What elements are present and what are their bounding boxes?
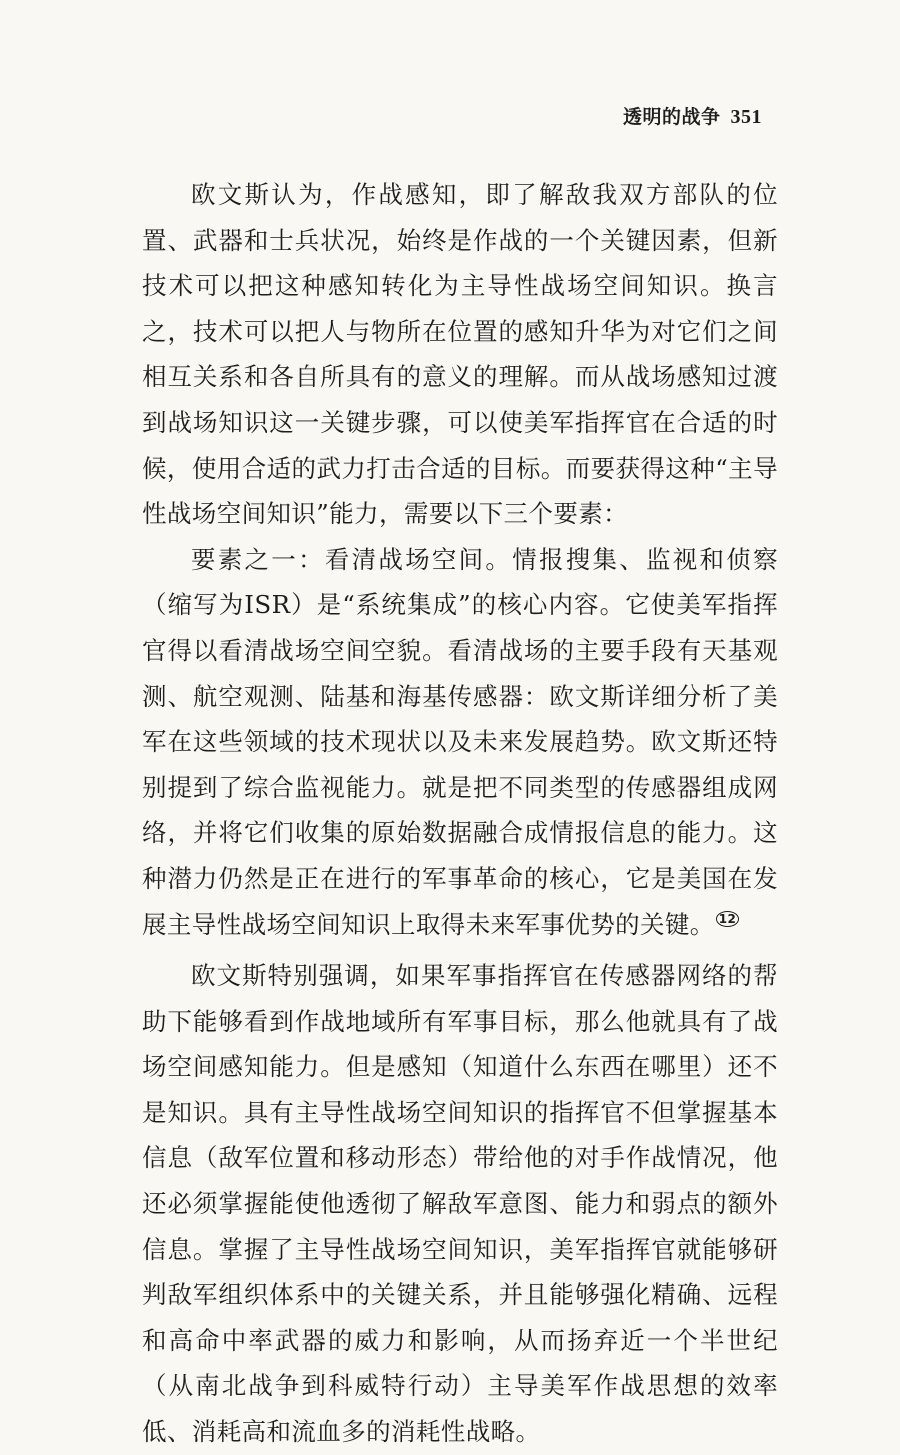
footnote-marker[interactable]: 12	[716, 911, 740, 927]
running-header	[623, 102, 762, 129]
paragraph-2-text: 要素之一：看清战场空间。情报搜集、监视和侦察（缩写为ISR）是“系统集成”的核心内容。它使美军指挥官得以看清战场空间空貌。看清战场的主要手段有天基观测、航空观测、陆基和海基传感器：欧文斯详细分析了美军在这些领域的技术现状以及未来发展趋势。欧文斯还特别提到了综合监视能力。就是把不同类型的传感器组成网络，并将它们收集的原始数据融合成情报信息的能力。这种潜力仍然是正在进行的军事革命的核心，它是美国在发展主导性战场空间知识上取得未来军事优势的关键。	[142, 544, 778, 939]
paragraph-1: 欧文斯认为，作战感知，即了解敌我双方部队的位置、武器和士兵状况，始终是作战的一个关键因素，但新技术可以把这种感知转化为主导性战场空间知识。换言之，技术可以把人与物所在位置的感知升华为对它们之间相互关系和各自所具有的意义的理解。而从战场感知过渡到战场知识这一关键步骤，可以使美军指挥官在合适的时候，使用合适的武力打击合适的目标。而要获得这种“主导性战场空间知识”能力，需要以下三个要素：	[142, 180, 778, 529]
chapter-title: 透明的战争	[622, 106, 721, 128]
body-text	[142, 172, 778, 1455]
paragraph-3: 欧文斯特别强调，如果军事指挥官在传感器网络的帮助下能够看到作战地域所有军事目标，那么他就具有了战场空间感知能力。但是感知（知道什么东西在哪里）还不是知识。具有主导性战场空间知识的指挥官不但掌握基本信息（敌军位置和移动形态）带给他的对手作战情况，他还必须掌握能使他透彻了解敌军意图、能力和弱点的额外信息。掌握了主导性战场空间知识，美军指挥官就能够研判敌军组织体系中的关键关系，并且能够强化精确、远程和高命中率武器的威力和影响，从而扬弃近一个半世纪（从南北战争到科威特行动）主导美军作战思想的效率低、消耗高和流血多的消耗性战略。	[142, 961, 778, 1447]
page-number: 351	[730, 106, 762, 128]
paragraph-2	[142, 537, 778, 947]
